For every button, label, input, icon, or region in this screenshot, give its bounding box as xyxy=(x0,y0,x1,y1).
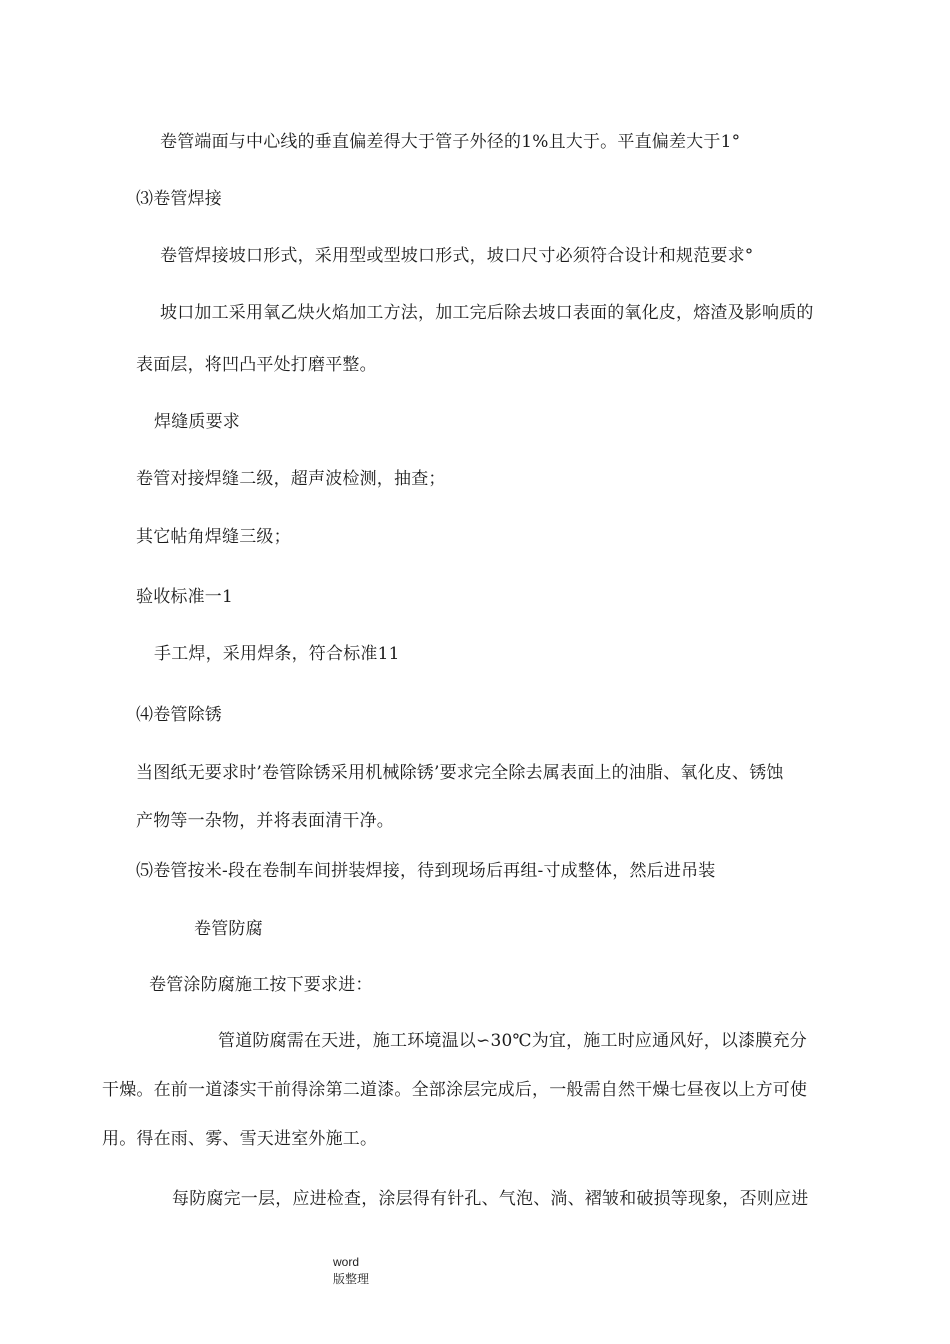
paragraph-line-12: 当图纸无要求时’卷管除锈采用机械除锈’要求完全除去属表面上的油脂、氧化皮、锈蚀 xyxy=(136,763,784,783)
paragraph-line-10: 手工焊，采用焊条，符合标准11 xyxy=(154,644,400,664)
paragraph-line-8: 其它帖角焊缝三级； xyxy=(136,527,291,547)
paragraph-line-9: 验收标准一1 xyxy=(136,587,234,607)
footer-label: 版整理 xyxy=(333,1272,370,1286)
paragraph-line-7: 卷管对接焊缝二级，超声波检测，抽查； xyxy=(136,469,446,489)
paragraph-line-17: 管道防腐需在天进，施工环境温以∽30℃为宜，施工时应通风好，以漆膜充分 xyxy=(218,1031,807,1051)
section-heading-5: ⑸卷管按米-段在卷制车间拼装焊接，待到现场后再组-寸成整体，然后进吊装 xyxy=(136,861,716,881)
subheading-anticorrosion: 卷管防腐 xyxy=(194,919,263,939)
section-heading-3: ⑶卷管焊接 xyxy=(136,189,222,209)
subheading-weld-quality: 焊缝质要求 xyxy=(154,412,240,432)
footer-word: word xyxy=(333,1255,360,1269)
paragraph-line-1: 卷管端面与中心线的垂直偏差得大于管子外径的1%且大于。平直偏差大于1° xyxy=(160,132,741,152)
paragraph-line-5: 表面层，将凹凸平处打磨平整。 xyxy=(136,355,377,375)
paragraph-line-18: 干燥。在前一道漆实干前得涂第二道漆。全部涂层完成后，一般需自然干燥七昼夜以上方可使 xyxy=(102,1080,808,1100)
paragraph-line-3: 卷管焊接坡口形式，采用型或型坡口形式，坡口尺寸必须符合设计和规范要求° xyxy=(160,246,754,266)
paragraph-line-16: 卷管涂防腐施工按下要求进： xyxy=(149,975,373,995)
section-heading-4: ⑷卷管除锈 xyxy=(136,705,222,725)
paragraph-line-20: 每防腐完一层，应进检查，涂层得有针孔、气泡、淌、褶皱和破损等现象，否则应进 xyxy=(172,1189,809,1209)
paragraph-line-13: 产物等一杂物，并将表面清干净。 xyxy=(136,811,394,831)
paragraph-line-4: 坡口加工采用氧乙炔火焰加工方法，加工完后除去坡口表面的氧化皮，熔渣及影响质的 xyxy=(160,303,814,323)
paragraph-line-19: 用。得在雨、雾、雪天进室外施工。 xyxy=(102,1129,378,1149)
